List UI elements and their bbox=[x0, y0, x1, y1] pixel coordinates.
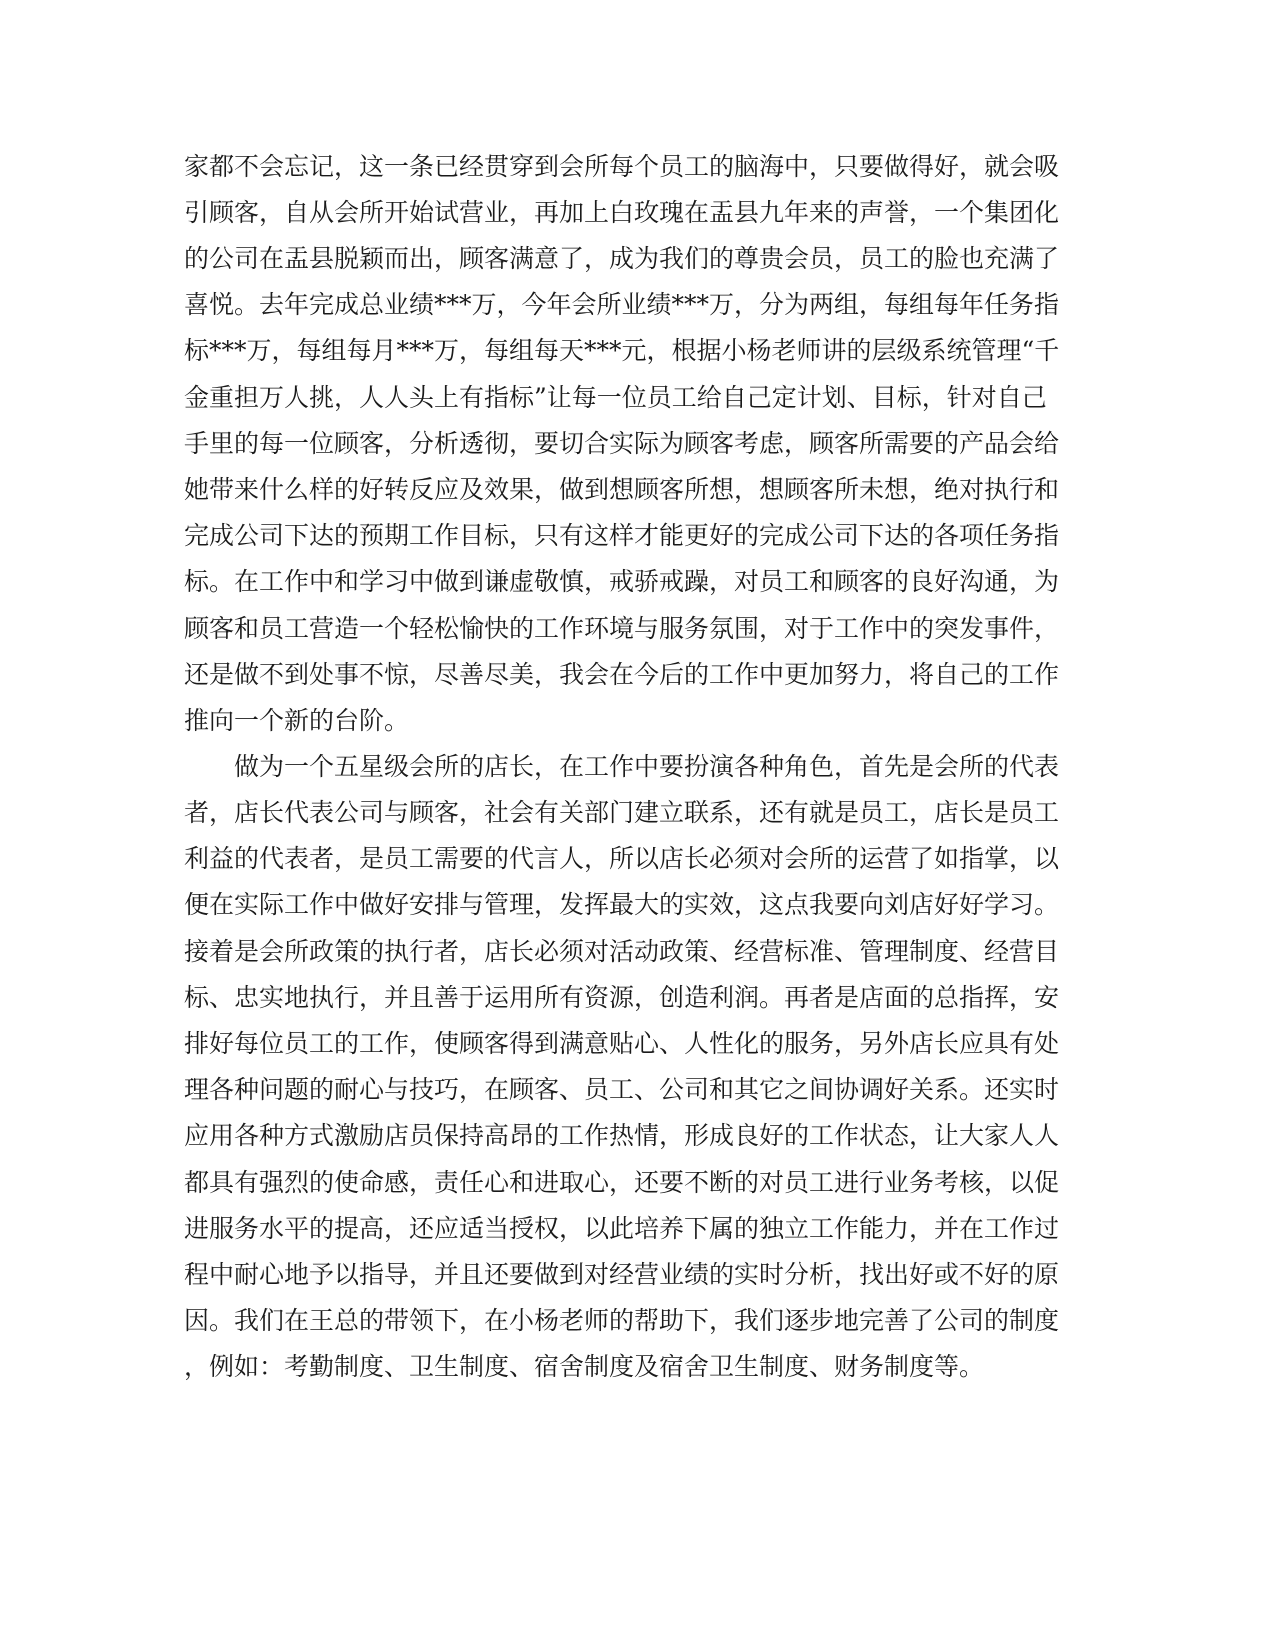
paragraph-1-line-6: 金重担万人挑，人人头上有指标”让每一位员工给自己定计划、目标，针对自己 bbox=[184, 383, 1047, 412]
paragraph-2-line-4: 便在实际工作中做好安排与管理，发挥最大的实效，这点我要向刘店好好学习。 bbox=[184, 890, 1060, 919]
paragraph-2-line-13: 因。我们在王总的带领下，在小杨老师的帮助下，我们逐步地完善了公司的制度 bbox=[184, 1306, 1060, 1335]
paragraph-2-line-3: 利益的代表者，是员工需要的代言人，所以店长必须对会所的运营了如指掌，以 bbox=[184, 844, 1060, 873]
paragraph-1-line-9: 完成公司下达的预期工作目标，只有这样才能更好的完成公司下达的各项任务指 bbox=[184, 521, 1060, 550]
paragraph-1-line-7: 手里的每一位顾客，分析透彻，要切合实际为顾客考虑，顾客所需要的产品会给 bbox=[184, 429, 1060, 458]
paragraph-1-line-10: 标。在工作中和学习中做到谦虚敬慎，戒骄戒躁，对员工和顾客的良好沟通，为 bbox=[184, 567, 1060, 596]
paragraph-2-line-1: 做为一个五星级会所的店长，在工作中要扮演各种角色，首先是会所的代表 bbox=[234, 752, 1060, 781]
paragraph-1-line-1: 家都不会忘记，这一条已经贯穿到会所每个员工的脑海中，只要做得好，就会吸 bbox=[184, 152, 1060, 181]
paragraph-1-line-12: 还是做不到处事不惊，尽善尽美，我会在今后的工作中更加努力，将自己的工作 bbox=[184, 660, 1060, 689]
paragraph-2-line-6: 标、忠实地执行，并且善于运用所有资源，创造利润。再者是店面的总指挥，安 bbox=[184, 983, 1060, 1012]
paragraph-2-line-9: 应用各种方式激励店员保持高昂的工作热情，形成良好的工作状态，让大家人人 bbox=[184, 1121, 1060, 1150]
paragraph-2-line-14: ，例如：考勤制度、卫生制度、宿舍制度及宿舍卫生制度、财务制度等。 bbox=[184, 1352, 985, 1381]
paragraph-1-line-13: 推向一个新的台阶。 bbox=[184, 706, 410, 735]
paragraph-2-line-10: 都具有强烈的使命感，责任心和进取心，还要不断的对员工进行业务考核，以促 bbox=[184, 1168, 1060, 1197]
paragraph-1-line-2: 引顾客，自从会所开始试营业，再加上白玫瑰在盂县九年来的声誉，一个集团化 bbox=[184, 198, 1060, 227]
paragraph-2-line-2: 者，店长代表公司与顾客，社会有关部门建立联系，还有就是员工，店长是员工 bbox=[184, 798, 1060, 827]
paragraph-1-line-8: 她带来什么样的好转反应及效果，做到想顾客所想，想顾客所未想，绝对执行和 bbox=[184, 475, 1060, 504]
paragraph-1-line-4: 喜悦。去年完成总业绩***万，今年会所业绩***万，分为两组，每组每年任务指 bbox=[184, 290, 1060, 319]
paragraph-2-line-7: 排好每位员工的工作，使顾客得到满意贴心、人性化的服务，另外店长应具有处 bbox=[184, 1029, 1060, 1058]
paragraph-2-line-5: 接着是会所政策的执行者，店长必须对活动政策、经营标准、管理制度、经营目 bbox=[184, 937, 1060, 966]
paragraph-2-line-11: 进服务水平的提高，还应适当授权，以此培养下属的独立工作能力，并在工作过 bbox=[184, 1214, 1060, 1243]
paragraph-2-line-12: 程中耐心地予以指导，并且还要做到对经营业绩的实时分析，找出好或不好的原 bbox=[184, 1260, 1060, 1289]
paragraph-1-line-3: 的公司在盂县脱颖而出，顾客满意了，成为我们的尊贵会员，员工的脸也充满了 bbox=[184, 244, 1060, 273]
paragraph-1-line-5: 标***万，每组每月***万，每组每天***元，根据小杨老师讲的层级系统管理“千 bbox=[184, 336, 1060, 365]
paragraph-2-line-8: 理各种问题的耐心与技巧，在顾客、员工、公司和其它之间协调好关系。还实时 bbox=[184, 1075, 1060, 1104]
paragraph-1-line-11: 顾客和员工营造一个轻松愉快的工作环境与服务氛围，对于工作中的突发事件， bbox=[184, 614, 1060, 643]
